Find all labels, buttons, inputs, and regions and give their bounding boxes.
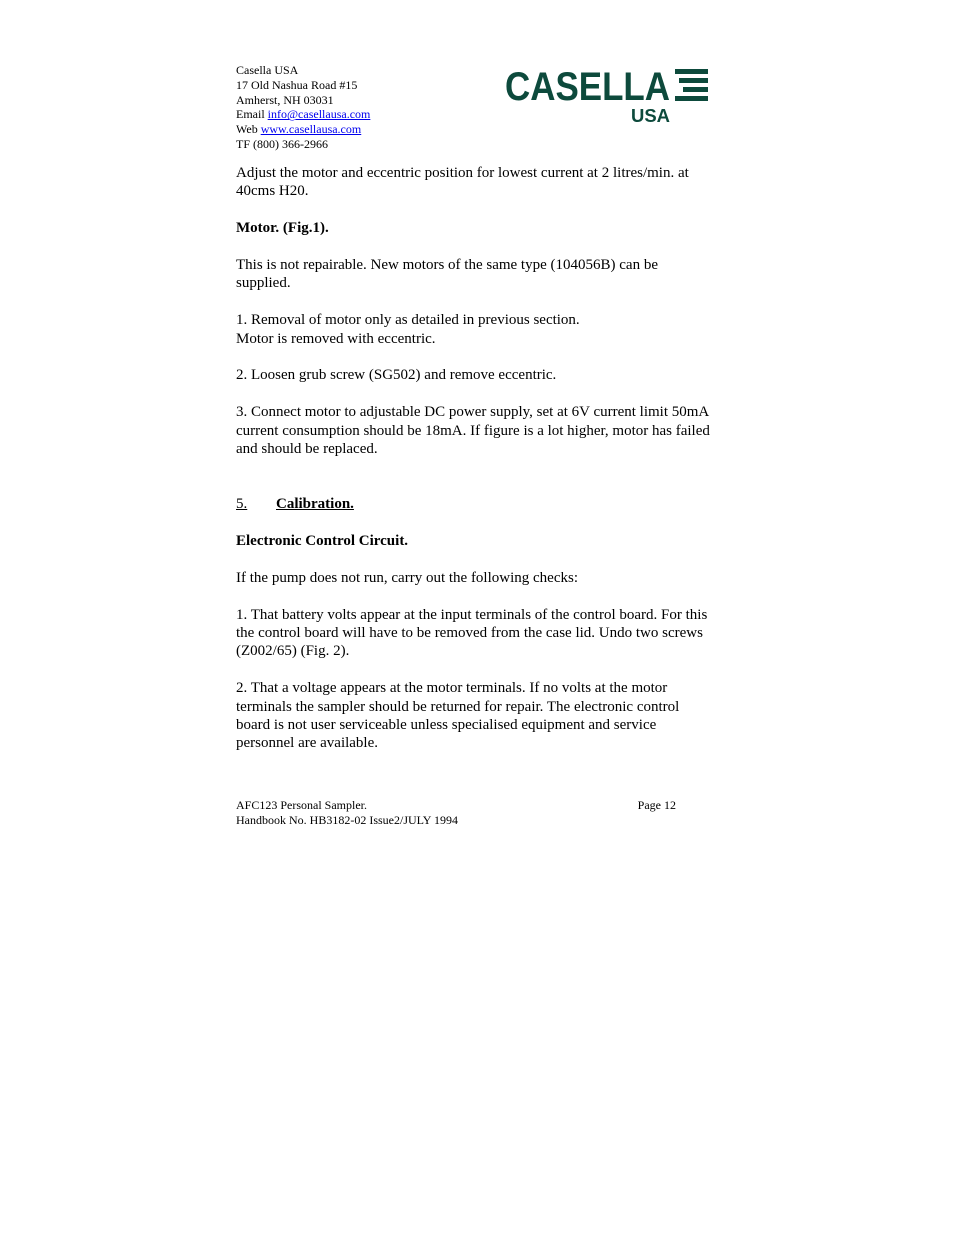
check-1: 1. That battery volts appear at the input terminals of the control board. For this the control board will have to be removed from the case lid. Undo two screws (Z002/65) (Fig. 2). (236, 606, 708, 660)
section-number: 5. (236, 496, 248, 513)
casella-logo (505, 66, 710, 124)
motor-step-1-line-1: 1. Removal of motor only as detailed in previous section. (236, 312, 580, 329)
page-footer (236, 798, 676, 828)
logo-usa: USA (631, 106, 670, 124)
section-title: Calibration. (276, 496, 354, 513)
motor-step-2: 2. Loosen grub screw (SG502) and remove eccentric. (236, 367, 557, 384)
ecc-heading: Electronic Control Circuit. (236, 533, 409, 550)
city-address: Amherst, NH 03031 (236, 92, 334, 107)
section-heading (236, 495, 716, 513)
web-label: Web (236, 122, 258, 137)
company-name: Casella USA (236, 63, 299, 77)
logo-bar-3 (683, 87, 708, 92)
address-block (236, 63, 370, 152)
email-label: Email (236, 107, 265, 122)
checks-intro: If the pump does not run, carry out the following checks: (236, 569, 578, 586)
logo-bar-1 (675, 69, 708, 74)
motor-step-3: 3. Connect motor to adjustable DC power supply, set at 6V current limit 50mA current consumption should be 18mA. If figure is a lot higher, motor has failed and should be replaced. (236, 404, 710, 458)
logo-bar-4 (675, 96, 708, 101)
motor-step-1 (236, 311, 716, 348)
email-link[interactable]: info@casellausa.com (267, 107, 371, 122)
street-address: 17 Old Nashua Road #15 (236, 77, 358, 92)
adjust-paragraph: Adjust the motor and eccentric position for lowest current at 2 litres/min. at 40cms H20. (236, 165, 689, 200)
footer-product: AFC123 Personal Sampler. (236, 798, 367, 812)
motor-heading: Motor. (Fig.1). (236, 220, 329, 237)
not-repairable-paragraph: This is not repairable. New motors of the same type (104056B) can be supplied. (236, 257, 658, 292)
phone-number: TF (800) 366-2966 (236, 136, 328, 151)
motor-step-1-line-2: Motor is removed with eccentric. (236, 330, 436, 347)
logo-wordmark: CASELLA (505, 66, 670, 109)
web-line (236, 122, 370, 137)
footer-page-number: Page 12 (637, 798, 676, 812)
web-link[interactable]: www.casellausa.com (260, 122, 362, 137)
logo-bar-2 (679, 78, 708, 83)
document-body (236, 164, 716, 771)
footer-row (236, 798, 676, 813)
email-line (236, 107, 370, 122)
check-2: 2. That a voltage appears at the motor terminals. If no volts at the motor terminals the sampler should be returned for repair. The electronic control board is not user serviceable unless specialised equipment and service personnel are available. (236, 680, 680, 752)
footer-handbook: Handbook No. HB3182-02 Issue2/JULY 1994 (236, 812, 459, 827)
